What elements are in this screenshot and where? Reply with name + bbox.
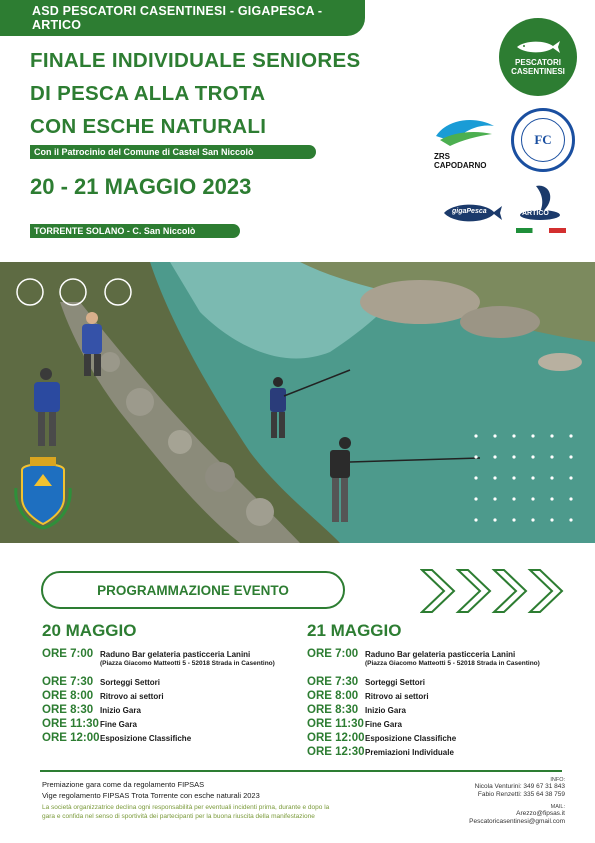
- schedule-row: [307, 718, 540, 731]
- artico-text: ARTICO: [522, 210, 549, 217]
- program-title: [41, 571, 345, 609]
- title-line-3: CON ESCHE NATURALI: [30, 115, 267, 138]
- schedule-row: [42, 704, 275, 717]
- trout-icon: [515, 39, 561, 55]
- schedule-time: ORE 12:30: [307, 746, 365, 758]
- schedule-row: [42, 690, 275, 703]
- schedule-address: (Piazza Giacomo Matteotti 5 - 52018 Strada in Casentino): [100, 660, 275, 667]
- schedule-desc: [365, 648, 540, 667]
- gigapesca-text: gigaPesca: [452, 208, 487, 215]
- title-line-2: DI PESCA ALLA TROTA: [30, 82, 266, 105]
- schedule-row: [307, 676, 540, 689]
- river-fishing-photo: [0, 262, 595, 543]
- schedule-desc: [100, 648, 275, 667]
- day2-title: 21 MAGGIO: [307, 621, 402, 640]
- schedule-row: [42, 648, 275, 675]
- zrs-fish-icon: [432, 114, 498, 148]
- schedule-desc-text: Raduno Bar gelateria pasticceria Lanini: [365, 650, 516, 659]
- schedule-time: ORE 11:30: [42, 718, 99, 730]
- schedule-desc: Sorteggi Settori: [100, 678, 161, 687]
- pescatori-casentinesi-logo: [499, 18, 577, 96]
- day1-schedule: [42, 648, 275, 746]
- footer-line-1: Premiazione gara come da regolamento FIPSAS: [42, 780, 205, 789]
- fipsas-logo: FC: [511, 108, 575, 172]
- schedule-time: ORE 8:00: [42, 690, 94, 702]
- artico-logo: [514, 182, 570, 238]
- schedule-time: ORE 12:00: [42, 732, 100, 744]
- schedule-desc: Esposizione Classifiche: [365, 734, 457, 743]
- schedule-desc: Inizio Gara: [100, 706, 141, 715]
- contact-email-2[interactable]: Pescatoricasentinesi@gmail.com: [469, 818, 565, 825]
- event-dates: 20 - 21 MAGGIO 2023: [30, 174, 252, 199]
- schedule-row: [42, 718, 275, 731]
- schedule-desc: Premiazioni Individuale: [365, 748, 454, 757]
- schedule-row: [307, 648, 540, 675]
- mail-label: MAIL:: [550, 804, 565, 810]
- footer-contacts: [365, 777, 565, 826]
- schedule-time: ORE 8:00: [307, 690, 359, 702]
- contact-email-1[interactable]: Arezzo@fipsas.it: [516, 810, 565, 817]
- schedule-desc: Ritrovo ai settori: [365, 692, 429, 701]
- schedule-time: ORE 8:30: [307, 704, 359, 716]
- location-banner: [30, 224, 240, 238]
- gigapesca-logo: [440, 200, 504, 226]
- contact-phone-2: Fabio Renzetti: 335 64 38 759: [477, 791, 565, 798]
- schedule-desc-text: Raduno Bar gelateria pasticceria Lanini: [100, 650, 251, 659]
- schedule-row: [307, 704, 540, 717]
- contact-phone-1: Nicola Venturini: 349 67 31 843: [474, 783, 565, 790]
- schedule-time: ORE 7:00: [42, 648, 94, 660]
- top-banner: [0, 0, 365, 36]
- schedule-desc: Esposizione Classifiche: [100, 734, 192, 743]
- footer-regulations: [42, 779, 342, 821]
- schedule-time: ORE 7:30: [307, 676, 359, 688]
- schedule-desc: Inizio Gara: [365, 706, 406, 715]
- footer-divider: [40, 770, 562, 772]
- schedule-row: [307, 690, 540, 703]
- footer-disclaimer: La società organizzatrice declina ogni responsabilità per eventuali incidenti prima, durante e dopo la gara e confida nel senso di sportività dei partecipanti per la buona riuscita della manifestazione: [42, 804, 330, 820]
- italy-flag-stripe: [516, 228, 566, 233]
- zrs-text: ZRS CAPODARNO: [434, 152, 487, 170]
- schedule-desc: Sorteggi Settori: [365, 678, 426, 687]
- schedule-time: ORE 11:30: [307, 718, 364, 730]
- title-line-1: FINALE INDIVIDUALE SENIORES: [30, 49, 361, 72]
- schedule-time: ORE 12:00: [307, 732, 365, 744]
- logo-text-line1: PESCATORI: [515, 57, 561, 67]
- schedule-row: [307, 746, 540, 759]
- schedule-time: ORE 8:30: [42, 704, 94, 716]
- day2-schedule: [307, 648, 540, 760]
- organizers-text: ASD PESCATORI CASENTINESI - GIGAPESCA - ARTICO: [32, 4, 323, 32]
- schedule-row: [307, 732, 540, 745]
- schedule-time: ORE 7:00: [307, 648, 359, 660]
- schedule-address: (Piazza Giacomo Matteotti 5 - 52018 Strada in Casentino): [365, 660, 540, 667]
- schedule-time: ORE 7:30: [42, 676, 94, 688]
- chevron-arrows-icon: [420, 568, 566, 614]
- logo-text-line2: CASENTINESI: [511, 66, 565, 76]
- municipal-crest-icon: [16, 457, 70, 528]
- info-label: INFO:: [550, 777, 565, 783]
- day1-title: 20 MAGGIO: [42, 621, 137, 640]
- schedule-desc: Fine Gara: [365, 720, 402, 729]
- location-text: TORRENTE SOLANO - C. San Niccolò: [34, 226, 196, 236]
- schedule-desc: Fine Gara: [100, 720, 137, 729]
- patronage-text: Con il Patrocinio del Comune di Castel San Niccolò: [34, 147, 254, 157]
- schedule-row: [42, 676, 275, 689]
- program-title-text: PROGRAMMAZIONE EVENTO: [97, 582, 289, 598]
- patronage-banner: [30, 145, 316, 159]
- zrs-capodarno-logo: [432, 114, 502, 170]
- event-title: [30, 44, 390, 143]
- schedule-desc: Ritrovo ai settori: [100, 692, 164, 701]
- footer-line-2: Vige regolamento FIPSAS Trota Torrente con esche naturali 2023: [42, 791, 260, 800]
- schedule-row: [42, 732, 275, 745]
